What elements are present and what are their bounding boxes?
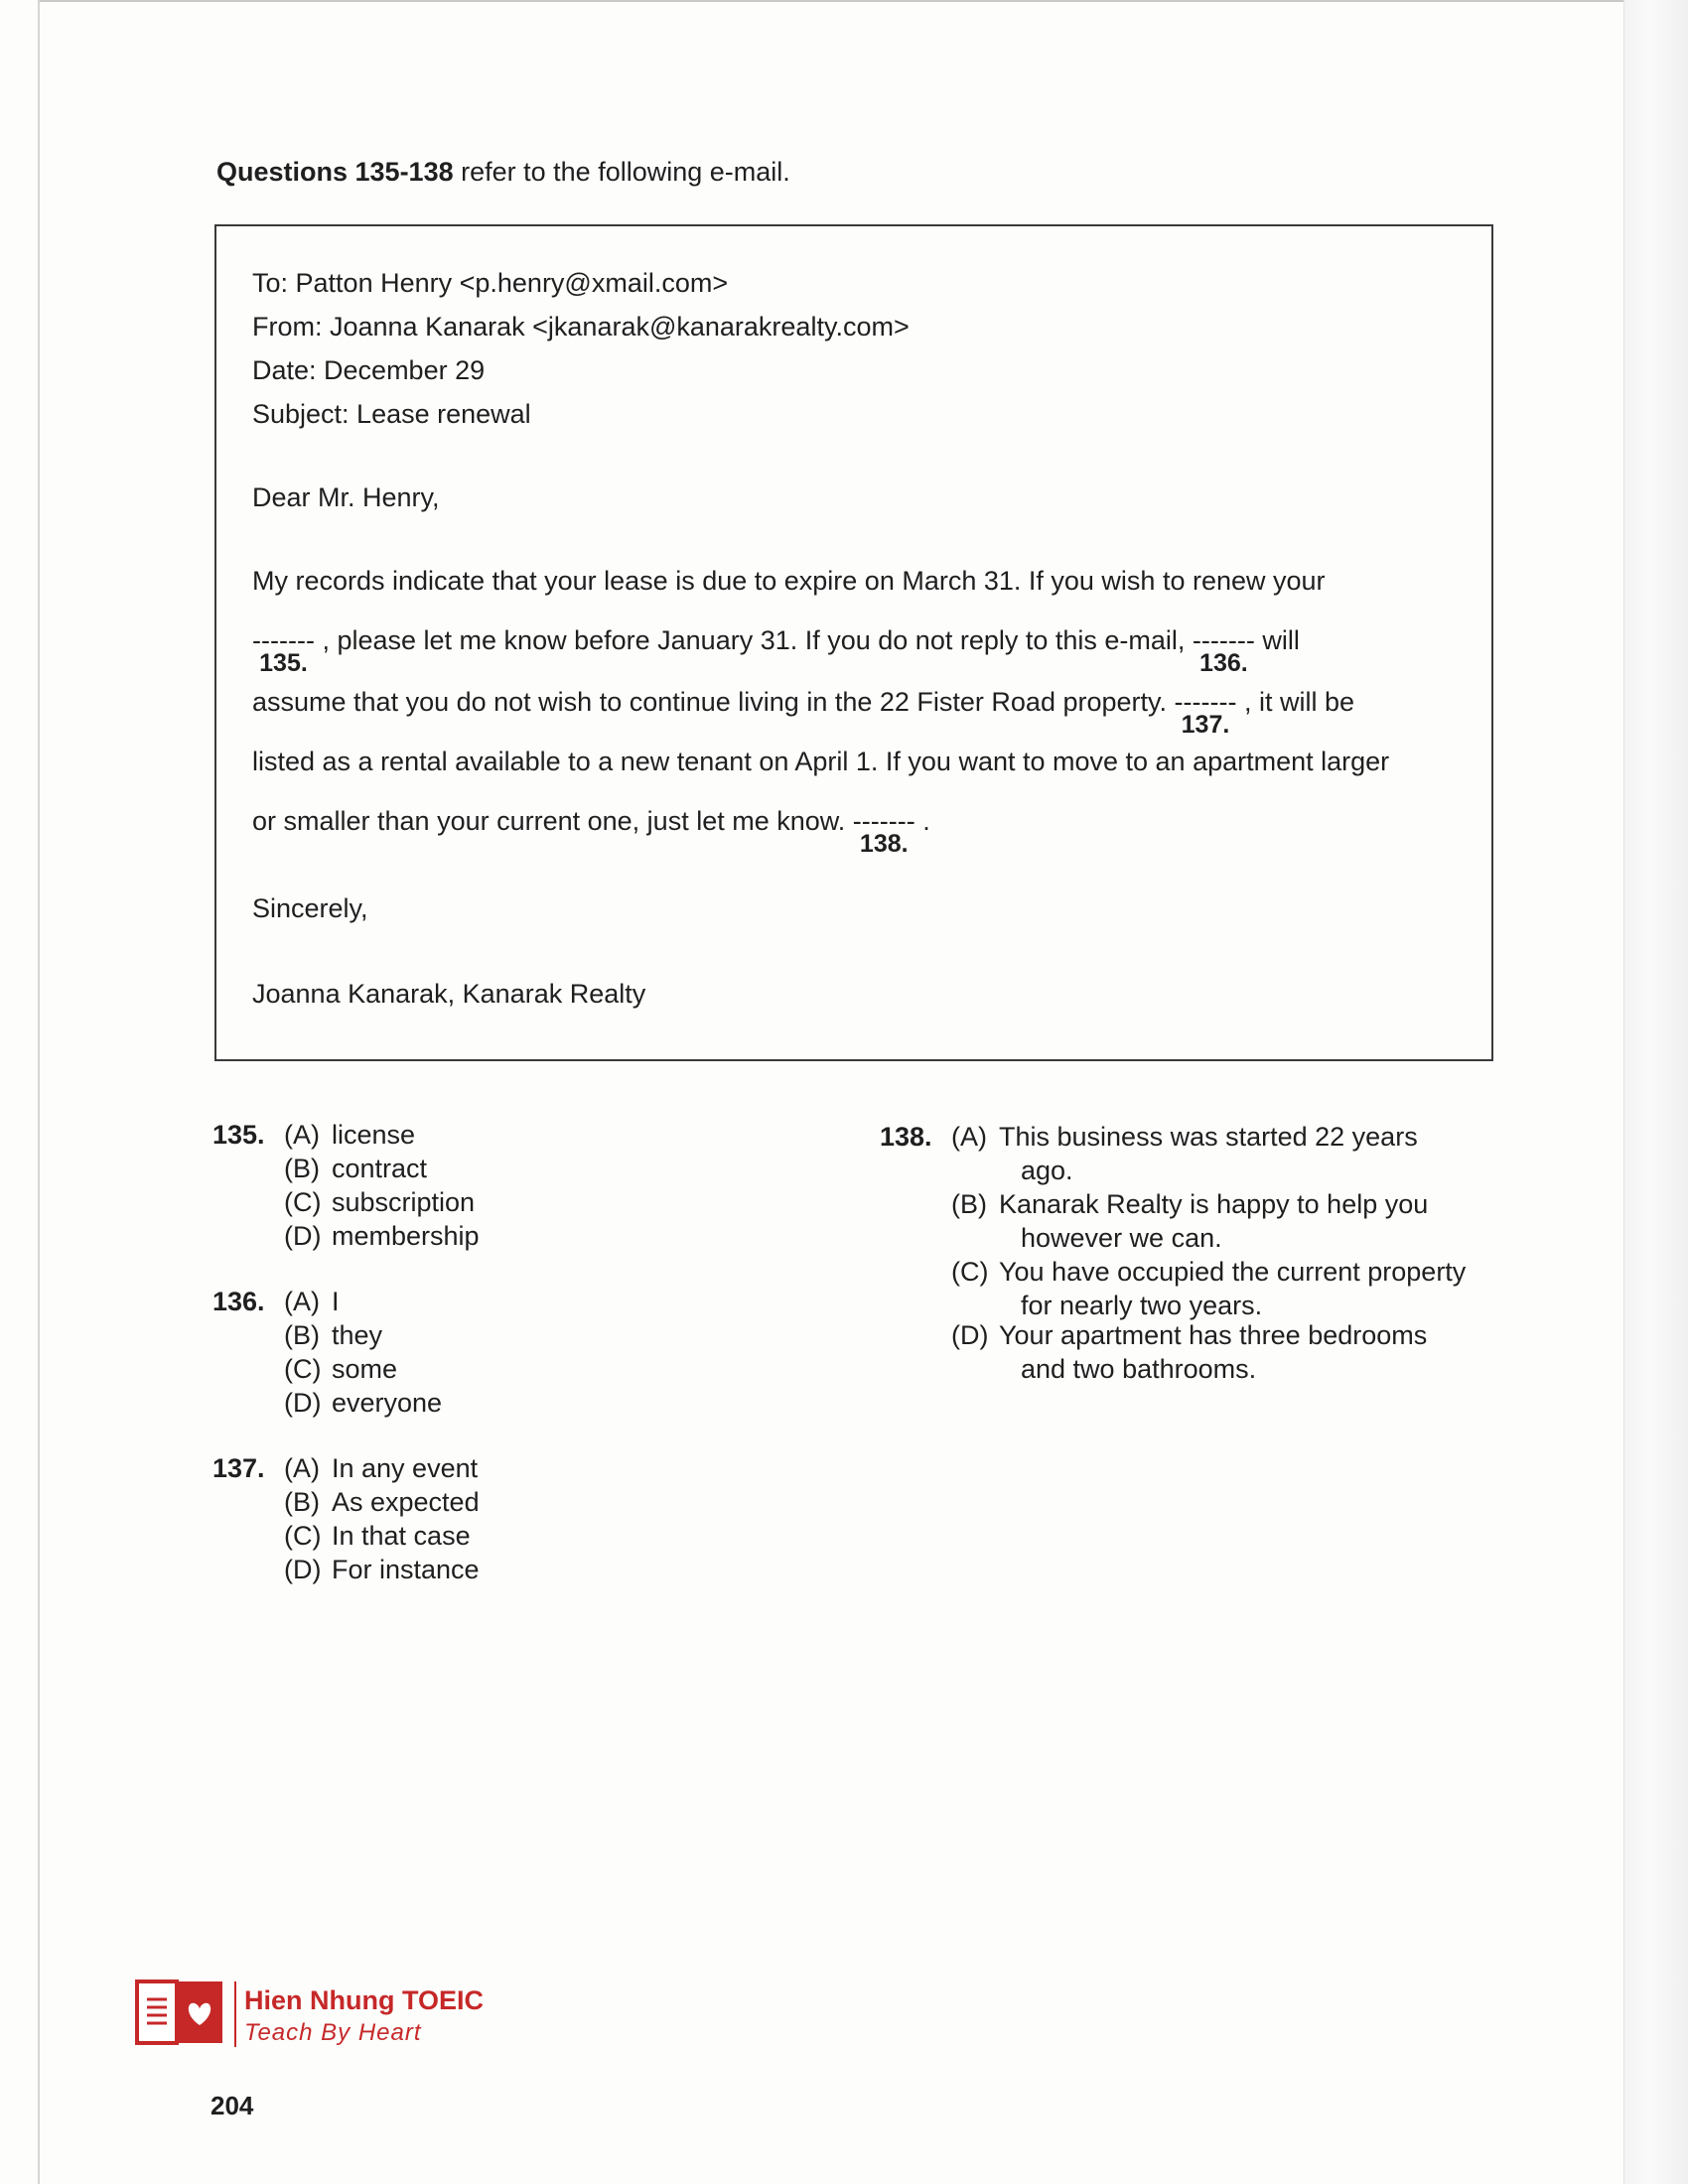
blank-number: 135. — [259, 649, 308, 677]
question-138 — [880, 1122, 1515, 1390]
blank-138 — [852, 806, 915, 858]
open-book-heart-icon — [135, 1978, 226, 2047]
option-text: In that case — [332, 1521, 471, 1551]
option-136-c[interactable] — [284, 1354, 397, 1385]
option-letter: (B) — [284, 1320, 320, 1350]
option-137-a[interactable] — [284, 1453, 478, 1484]
question-number: 135. — [212, 1120, 265, 1150]
page-right-edge — [1623, 0, 1688, 2184]
option-continuation: for nearly two years. — [1021, 1291, 1263, 1320]
option-137-c[interactable] — [284, 1521, 471, 1552]
option-letter: (D) — [951, 1320, 989, 1350]
option-letter: (A) — [284, 1120, 320, 1150]
option-letter: (B) — [284, 1154, 320, 1183]
option-138-c[interactable] — [951, 1257, 1467, 1320]
option-text: contract — [332, 1154, 428, 1183]
option-135-a[interactable] — [284, 1120, 415, 1151]
option-letter: (B) — [284, 1487, 320, 1517]
question-135 — [212, 1120, 550, 1259]
line-text: , please let me know before January 31. If you do not reply to this e-mail, — [314, 625, 1193, 655]
option-letter: (C) — [284, 1521, 322, 1551]
email-date: Date: December 29 — [252, 355, 486, 385]
question-number: 138. — [880, 1122, 932, 1152]
option-text: You have occupied the current property — [999, 1257, 1467, 1287]
blank-136 — [1192, 625, 1255, 677]
option-138-a[interactable] — [951, 1122, 1418, 1185]
option-letter: (A) — [284, 1287, 320, 1316]
logo-divider — [234, 1981, 236, 2047]
blank-dashes: ------- — [1192, 625, 1255, 655]
line-text: , it will be — [1236, 687, 1355, 717]
email-greeting: Dear Mr. Henry, — [252, 482, 440, 512]
blank-135 — [252, 625, 315, 677]
line-text: . — [914, 806, 930, 836]
line-text: or smaller than your current one, just let me know. — [252, 806, 853, 836]
email-box — [214, 224, 1493, 1061]
email-body-line-3 — [252, 687, 1355, 739]
option-text: In any event — [332, 1453, 479, 1483]
option-text: license — [332, 1120, 416, 1150]
question-intro — [216, 157, 790, 188]
blank-number: 136. — [1199, 649, 1248, 677]
option-text: As expected — [332, 1487, 480, 1517]
option-continuation: ago. — [1021, 1156, 1073, 1185]
option-136-a[interactable] — [284, 1287, 340, 1317]
email-from: From: Joanna Kanarak <jkanarak@kanarakrealty.com> — [252, 312, 910, 341]
option-138-b[interactable] — [951, 1189, 1429, 1253]
option-text: subscription — [332, 1187, 476, 1217]
option-text: Your apartment has three bedrooms — [999, 1320, 1428, 1350]
email-closing: Sincerely, — [252, 893, 368, 923]
brand-title: Hien Nhung TOEIC — [244, 1985, 484, 2015]
option-text: membership — [332, 1221, 480, 1251]
blank-number: 137. — [1181, 711, 1230, 739]
option-letter: (C) — [284, 1354, 322, 1384]
option-letter: (C) — [951, 1257, 989, 1287]
line-text: will — [1254, 625, 1300, 655]
question-number: 136. — [212, 1287, 265, 1316]
option-letter: (C) — [284, 1187, 322, 1217]
option-letter: (B) — [951, 1189, 987, 1219]
intro-text: refer to the following e-mail. — [453, 157, 790, 187]
option-text: For instance — [332, 1555, 480, 1584]
blank-dashes: ------- — [1174, 687, 1237, 717]
option-continuation: and two bathrooms. — [1021, 1354, 1257, 1384]
page-left-edge — [38, 0, 40, 2184]
email-subject: Subject: Lease renewal — [252, 399, 531, 429]
option-letter: (A) — [951, 1122, 987, 1152]
email-body-line-4: listed as a rental available to a new tenant on April 1. If you want to move to an apartment larger — [252, 747, 1390, 776]
option-text: everyone — [332, 1388, 443, 1418]
page-number: 204 — [211, 2091, 254, 2120]
line-text: assume that you do not wish to continue living in the 22 Fister Road property. — [252, 687, 1175, 717]
option-letter: (D) — [284, 1388, 322, 1418]
option-137-d[interactable] — [284, 1555, 480, 1585]
email-signature: Joanna Kanarak, Kanarak Realty — [252, 979, 646, 1009]
question-137 — [212, 1453, 550, 1592]
blank-number: 138. — [859, 830, 909, 858]
blank-dashes: ------- — [252, 625, 315, 655]
question-136 — [212, 1287, 550, 1426]
option-136-d[interactable] — [284, 1388, 442, 1419]
option-continuation: however we can. — [1021, 1223, 1222, 1253]
option-text: This business was started 22 years — [999, 1122, 1418, 1152]
option-135-c[interactable] — [284, 1187, 475, 1218]
email-body-line-5 — [252, 806, 930, 858]
option-text: some — [332, 1354, 398, 1384]
brand-tagline: Teach By Heart — [244, 2019, 422, 2046]
option-letter: (D) — [284, 1221, 322, 1251]
option-135-b[interactable] — [284, 1154, 427, 1184]
option-letter: (D) — [284, 1555, 322, 1584]
option-letter: (A) — [284, 1453, 320, 1483]
blank-137 — [1174, 687, 1237, 739]
email-body-line-2 — [252, 625, 1300, 677]
option-text: I — [332, 1287, 340, 1316]
option-text: Kanarak Realty is happy to help you — [999, 1189, 1429, 1219]
option-138-d[interactable] — [951, 1320, 1428, 1384]
option-135-d[interactable] — [284, 1221, 480, 1252]
option-137-b[interactable] — [284, 1487, 480, 1518]
option-136-b[interactable] — [284, 1320, 382, 1351]
page-top-edge — [38, 0, 1624, 2]
email-body-line-1: My records indicate that your lease is due to expire on March 31. If you wish to renew your — [252, 566, 1326, 596]
question-number: 137. — [212, 1453, 265, 1483]
blank-dashes: ------- — [852, 806, 915, 836]
question-range: Questions 135-138 — [216, 157, 454, 187]
email-to: To: Patton Henry <p.henry@xmail.com> — [252, 268, 729, 298]
option-text: they — [332, 1320, 383, 1350]
